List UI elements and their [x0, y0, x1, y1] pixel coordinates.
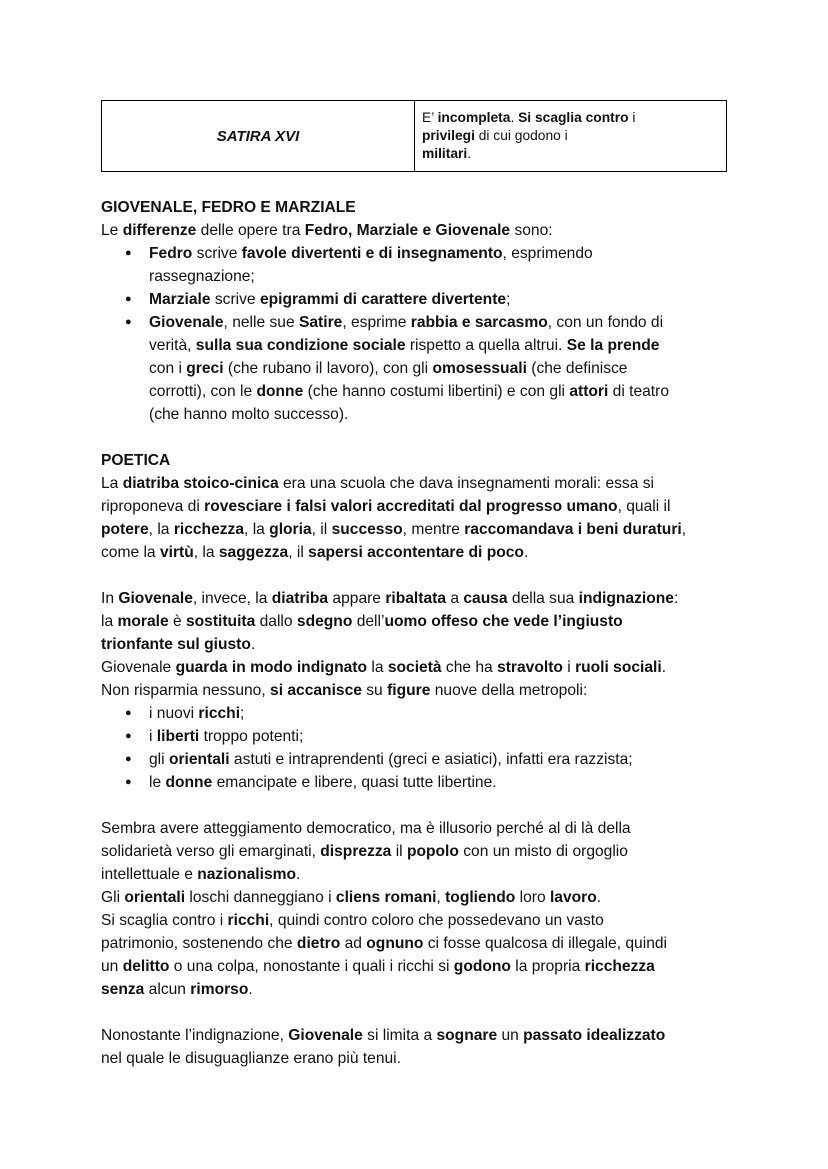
text-run: , la — [193, 544, 219, 561]
satira-description — [415, 101, 727, 172]
bold-text: favole divertenti e di insegnamento — [241, 245, 503, 262]
bullet-marziale — [101, 288, 741, 311]
text-run: Non risparmia nessuno, — [101, 682, 271, 699]
text-run: loro — [515, 889, 550, 906]
text-run: La — [101, 475, 123, 492]
bold-text: raccomandava i beni duraturi — [464, 521, 682, 538]
text-run: verità, — [149, 337, 196, 354]
bold-text: nazionalismo — [197, 866, 297, 883]
poetica-paragraph-1 — [101, 472, 741, 564]
bold-text: popolo — [406, 843, 459, 860]
text-run: i — [628, 110, 636, 125]
text-run: E’ — [422, 110, 438, 125]
text-run: i nuovi — [149, 705, 199, 722]
text-run: dallo — [255, 613, 297, 630]
satira-title: SATIRA XVI — [102, 101, 415, 172]
text-run: (che rubano il lavoro), con gli — [223, 360, 433, 377]
bold-text: si accanisce — [270, 682, 362, 699]
text-run: , con un fondo di — [547, 314, 664, 331]
text-run: (che hanno molto successo). — [149, 406, 349, 423]
bold-text: trionfante sul giusto — [101, 636, 251, 653]
bold-text: rimorso — [190, 981, 249, 998]
text-run: rassegnazione; — [149, 268, 255, 285]
text-run: solidarietà verso gli emarginati, — [101, 843, 321, 860]
bold-text: sostituita — [185, 613, 256, 630]
poetica-paragraph-4 — [101, 1024, 741, 1070]
text-run: Sembra avere atteggiamento democratico, ma è illusorio perché al di là della — [101, 820, 631, 837]
text-run: , esprime — [342, 314, 411, 331]
bold-text: attori — [569, 383, 609, 400]
text-run: si limita a — [362, 1027, 437, 1044]
spacer — [101, 564, 741, 587]
text-run: scrive — [192, 245, 242, 262]
text-run: la — [101, 613, 118, 630]
text-run: come la — [101, 544, 160, 561]
text-run: In — [101, 590, 119, 607]
text-run: il — [391, 843, 407, 860]
figures-bullet-list — [101, 702, 741, 794]
text-run: o una colpa, nonostante i quali i ricchi si — [169, 958, 454, 975]
text-run: ; — [240, 705, 245, 722]
text-run: rispetto a quella altrui. — [405, 337, 567, 354]
bold-text: rovesciare i falsi valori accreditati dal progresso umano — [204, 498, 618, 515]
bold-text: saggezza — [218, 544, 289, 561]
bold-text: stravolto — [497, 659, 563, 676]
bold-text: Marziale — [149, 291, 211, 308]
bold-text: gloria — [269, 521, 312, 538]
text-run: , — [436, 889, 446, 906]
bold-text: diatriba stoico-cinica — [122, 475, 279, 492]
bold-text: passato idealizzato — [523, 1027, 666, 1044]
bold-text: disprezza — [320, 843, 392, 860]
bold-text: morale — [117, 613, 169, 630]
poetica-paragraph-2 — [101, 587, 741, 702]
text-run: alcun — [144, 981, 191, 998]
bullet-fedro — [101, 242, 741, 288]
bold-text: lavoro — [549, 889, 597, 906]
text-run: . — [467, 146, 472, 161]
section1-intro — [101, 219, 741, 242]
bullet-giovenale — [101, 311, 741, 426]
bold-text: greci — [186, 360, 224, 377]
text-run: : — [673, 590, 679, 607]
text-run: . — [596, 889, 602, 906]
text-run: , quindi contro coloro che possedevano un vasto — [269, 912, 604, 929]
text-run: un — [101, 958, 123, 975]
text-run: . — [523, 544, 529, 561]
section1-bullet-list — [101, 242, 741, 426]
bold-text: uomo offeso che vede l’ingiusto — [384, 613, 623, 630]
bold-text: Si scaglia contro — [518, 110, 629, 125]
text-run: (che definisce — [526, 360, 628, 377]
text-run: , esprimendo — [502, 245, 593, 262]
text-run: . — [510, 110, 519, 125]
bold-text: godono — [453, 958, 511, 975]
document-body — [101, 196, 741, 1070]
text-run: nuove della metropoli: — [430, 682, 588, 699]
bold-text: ribaltata — [385, 590, 446, 607]
bold-text: donne — [256, 383, 304, 400]
spacer — [101, 426, 741, 449]
bold-text: cliens romani — [335, 889, 437, 906]
bold-text: epigrammi di carattere divertente — [259, 291, 507, 308]
text-run: un — [497, 1027, 524, 1044]
text-run: Nonostante l’indignazione, — [101, 1027, 289, 1044]
text-run: con un misto di orgoglio — [458, 843, 628, 860]
bold-text: Fedro — [149, 245, 193, 262]
text-run: patrimonio, sostenendo che — [101, 935, 297, 952]
bold-text: privilegi — [422, 128, 475, 143]
text-run: , mentre — [402, 521, 465, 538]
bold-text: orientali — [168, 751, 230, 768]
satira-table — [101, 100, 727, 172]
bold-text: donne — [165, 774, 213, 791]
bold-text: causa — [463, 590, 508, 607]
bullet-ricchi — [101, 702, 741, 725]
bold-text: Se la prende — [566, 337, 660, 354]
text-run: ; — [506, 291, 511, 308]
poetica-paragraph-3 — [101, 817, 741, 1001]
text-run: intellettuale e — [101, 866, 198, 883]
bold-text: ricchezza — [584, 958, 655, 975]
bold-text: senza — [101, 981, 145, 998]
bold-text: ognuno — [366, 935, 424, 952]
text-run: , il — [311, 521, 332, 538]
text-run: riproponeva di — [101, 498, 205, 515]
text-run: la propria — [510, 958, 585, 975]
text-run: i — [149, 728, 157, 745]
bold-text: dietro — [296, 935, 341, 952]
text-run: Giovenale — [101, 659, 176, 676]
text-run: , la — [148, 521, 174, 538]
bold-text: figure — [387, 682, 431, 699]
bold-text: differenze — [122, 222, 197, 239]
bold-text: società — [387, 659, 442, 676]
text-run: sono: — [510, 222, 553, 239]
text-run: , il — [288, 544, 309, 561]
text-run: i — [562, 659, 576, 676]
bold-text: rabbia e sarcasmo — [410, 314, 548, 331]
bold-text: ruoli sociali — [575, 659, 662, 676]
bullet-donne — [101, 771, 741, 794]
text-run: gli — [149, 751, 169, 768]
text-run: su — [361, 682, 388, 699]
bold-text: liberti — [156, 728, 200, 745]
desc-line — [422, 127, 720, 145]
bold-text: sulla sua condizione sociale — [195, 337, 406, 354]
bold-text: sdegno — [296, 613, 353, 630]
text-run: astuti e intraprendenti (greci e asiatici), infatti era razzista; — [229, 751, 633, 768]
text-run: era una scuola che dava insegnamenti morali: essa si — [278, 475, 654, 492]
text-run: è — [168, 613, 186, 630]
bold-text: Giovenale — [118, 590, 193, 607]
text-run: scrive — [210, 291, 260, 308]
text-run: dell’ — [352, 613, 385, 630]
text-run: , quali il — [617, 498, 671, 515]
spacer — [101, 1001, 741, 1024]
text-run: . — [661, 659, 667, 676]
bold-text: togliendo — [445, 889, 516, 906]
bold-text: Giovenale — [149, 314, 224, 331]
desc-line — [422, 145, 720, 163]
bold-text: guarda in modo indignato — [175, 659, 368, 676]
table-row — [102, 101, 727, 172]
desc-line — [422, 109, 720, 127]
text-run: emancipate e libere, quasi tutte libertine. — [212, 774, 497, 791]
bold-text: Fedro, Marziale e Giovenale — [304, 222, 511, 239]
text-run: ci fosse qualcosa di illegale, quindi — [423, 935, 668, 952]
bold-text: sognare — [436, 1027, 498, 1044]
bullet-liberti — [101, 725, 741, 748]
bold-text: omosessuali — [432, 360, 527, 377]
text-run: . — [248, 981, 253, 998]
bold-text: Giovenale — [288, 1027, 363, 1044]
bullet-orientali — [101, 748, 741, 771]
bold-text: delitto — [122, 958, 170, 975]
bold-text: diatriba — [271, 590, 329, 607]
text-run: . — [296, 866, 301, 883]
bold-text: potere — [101, 521, 149, 538]
bold-text: ricchezza — [173, 521, 245, 538]
bold-text: Satire — [298, 314, 343, 331]
text-run: di cui godono i — [474, 128, 568, 143]
text-run: , — [681, 521, 687, 538]
spacer — [101, 794, 741, 817]
text-run: , invece, la — [192, 590, 272, 607]
text-run: ad — [340, 935, 367, 952]
text-run: della sua — [507, 590, 579, 607]
text-run: a — [446, 590, 464, 607]
text-run: appare — [328, 590, 386, 607]
text-run: troppo potenti; — [199, 728, 304, 745]
bold-text: militari — [422, 146, 468, 161]
bold-text: virtù — [159, 544, 194, 561]
text-run: la — [367, 659, 388, 676]
text-run: Gli — [101, 889, 125, 906]
bold-text: orientali — [124, 889, 186, 906]
bold-text: indignazione — [578, 590, 674, 607]
text-run: (che hanno costumi libertini) e con gli — [303, 383, 570, 400]
bold-text: sapersi accontentare di poco — [308, 544, 524, 561]
text-run: nel quale le disuguaglianze erano più tenui. — [101, 1050, 401, 1067]
section-heading-giovenale-fedro-marziale: GIOVENALE, FEDRO E MARZIALE — [101, 199, 356, 216]
bold-text: successo — [331, 521, 403, 538]
section-heading-poetica: POETICA — [101, 452, 171, 469]
text-run: che ha — [441, 659, 498, 676]
text-run: corrotti), con le — [149, 383, 257, 400]
text-run: , la — [244, 521, 270, 538]
text-run: Le — [101, 222, 123, 239]
text-run: delle opere tra — [196, 222, 305, 239]
text-run: di teatro — [608, 383, 670, 400]
bold-text: ricchi — [198, 705, 241, 722]
bold-text: incompleta — [437, 110, 511, 125]
text-run: Si scaglia contro i — [101, 912, 228, 929]
text-run: , nelle sue — [223, 314, 299, 331]
text-run: le — [149, 774, 166, 791]
bold-text: ricchi — [227, 912, 270, 929]
text-run: con i — [149, 360, 187, 377]
text-run: . — [250, 636, 256, 653]
text-run: loschi danneggiano i — [185, 889, 336, 906]
